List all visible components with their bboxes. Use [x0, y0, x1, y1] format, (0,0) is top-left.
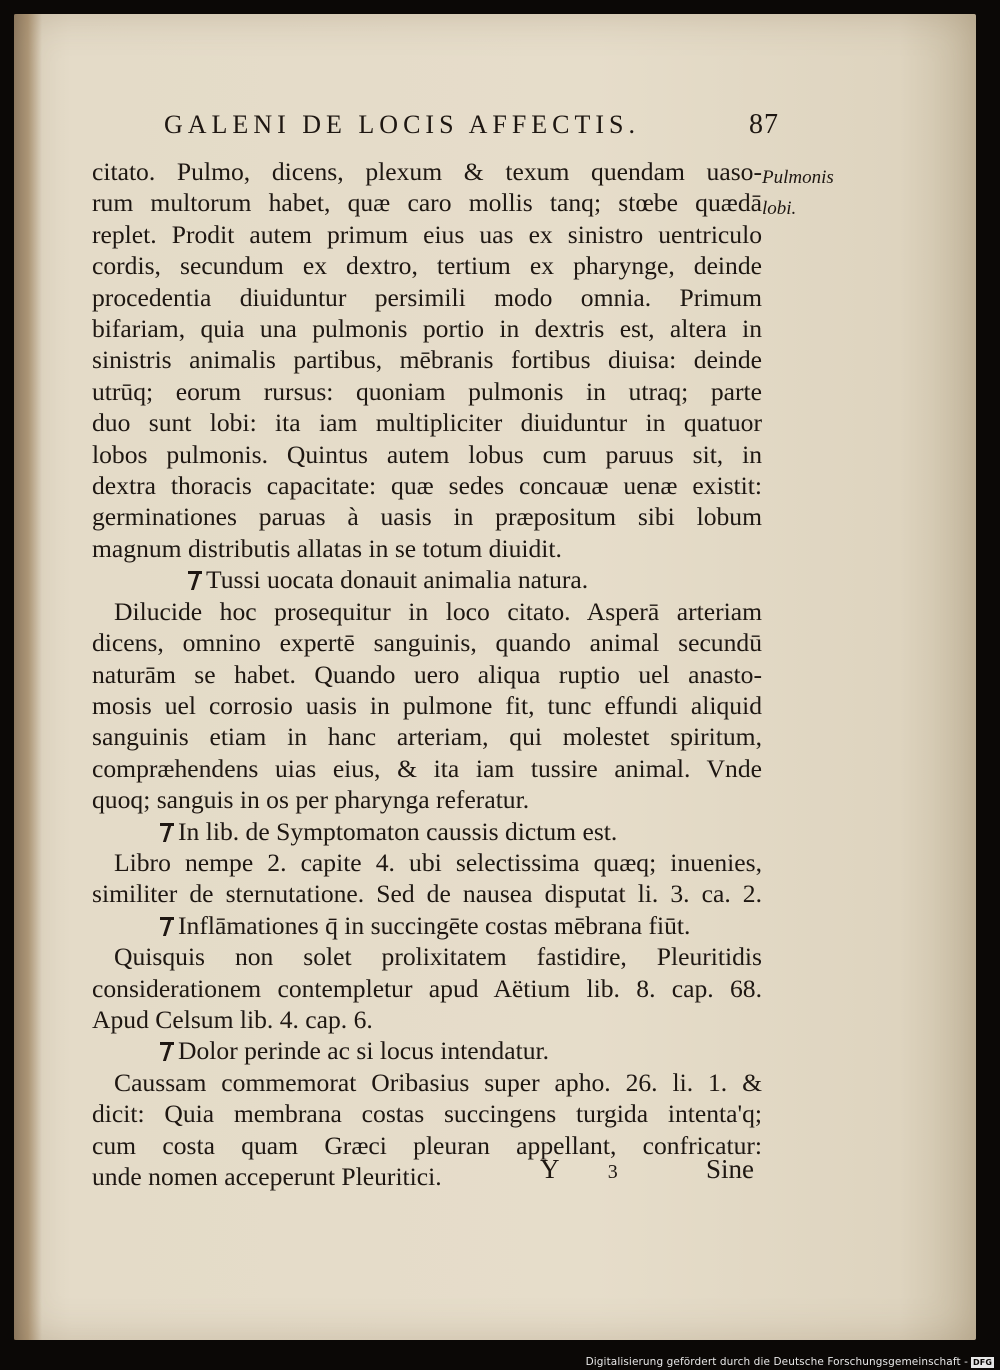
lemma-line: [92, 564, 762, 595]
text-line: rum multorum habet, quæ caro mollis tanq; stœbe quædā: [92, 188, 762, 218]
running-title: GALENI DE LOCIS AFFECTIS.: [164, 110, 641, 139]
text-line: Libro nempe 2. capite 4. ubi selectissima quæq; inuenies,: [114, 847, 762, 877]
page-footer: [540, 1154, 754, 1185]
text-line: Dilucide hoc prosequitur in loco citato. Asperā arteriam: [114, 596, 762, 626]
lemma-text: Tussi uocata donauit animalia natura.: [206, 565, 589, 595]
text-line: naturām se habet. Quando uero aliqua ruptio uel anasto-: [92, 659, 762, 689]
body-text: [92, 156, 762, 1192]
page-number: 87: [749, 109, 779, 140]
text-line: quoq; sanguis in os per pharynga referatur.: [92, 785, 530, 815]
catchword: Sine: [705, 1154, 754, 1184]
text-line: citato. Pulmo, dicens, plexum & texum quendam uaso-: [92, 157, 762, 186]
text-line: lobos pulmonis. Quintus autem lobus cum paruus sit, in: [92, 439, 762, 469]
lemma-line: [92, 1035, 762, 1066]
paragraph-mark-icon: [160, 822, 174, 842]
credit-text: Digitalisierung gefördert durch die Deutsche Forschungsgemeinschaft -: [585, 1356, 969, 1368]
text-line: dicens, omnino expertē sanguinis, quando animal secundū: [92, 628, 762, 658]
text-line: procedentia diuiduntur persimili modo omnia. Primum: [92, 282, 762, 312]
text-line: sanguinis etiam in hanc arteriam, qui molestet spiritum,: [92, 722, 762, 752]
signature-mark: Y: [540, 1154, 560, 1184]
text-line: Quisquis non solet prolixitatem fastidire, Pleuritidis: [114, 942, 762, 972]
paragraph-mark-icon: [160, 1041, 174, 1061]
dfg-logo-icon: DFG: [973, 1357, 992, 1367]
lemma-line: [92, 816, 762, 847]
lemma-line: [92, 910, 762, 941]
text-line: compræhendens uias eius, & ita iam tussire animal. Vnde: [92, 753, 762, 783]
margin-note-line: lobi.: [762, 198, 797, 219]
text-line: Caussam commemorat Oribasius super apho. 26. li. 1. &: [114, 1067, 762, 1097]
text-line: duo sunt lobi: ita iam multipliciter diuiduntur in quatuor: [92, 408, 762, 438]
text-line: unde nomen acceperunt Pleuritici.: [92, 1162, 442, 1191]
text-line: cordis, secundum ex dextro, tertium ex pharynge, deinde: [92, 251, 762, 281]
text-line: sinistris animalis partibus, mēbranis fortibus diuisa: deinde: [92, 345, 762, 375]
lemma-text: Inflāmationes q̄ in succingēte costas mēbrana fiūt.: [178, 910, 691, 940]
text-line: replet. Prodit autem primum eius uas ex sinistro uentriculo: [92, 219, 762, 249]
text-line: dextra thoracis capacitate: quæ sedes concauæ uenæ existit:: [92, 471, 762, 501]
running-header: [164, 109, 779, 141]
paragraph-mark-icon: [188, 570, 202, 590]
text-line: mosis uel corrosio uasis in pulmone fit, tunc effundi aliquid: [92, 690, 762, 720]
signature-number: 3: [607, 1161, 618, 1183]
text-line: magnum distributis allatas in se totum diuidit.: [92, 533, 562, 563]
digitization-credit: [586, 1356, 994, 1368]
margin-note-line: Pulmonis: [762, 167, 834, 188]
text-line: considerationem contempletur apud Aëtium lib. 8. cap. 68.: [92, 973, 762, 1003]
book-page: [14, 14, 976, 1340]
text-line: germinationes paruas à uasis in præpositum sibi lobum: [92, 502, 762, 532]
text-line: bifariam, quia una pulmonis portio in dextris est, altera in: [92, 314, 762, 344]
text-line: similiter de sternutatione. Sed de nausea disputat li. 3. ca. 2.: [92, 879, 762, 909]
lemma-text: Dolor perinde ac si locus intendatur.: [178, 1036, 550, 1066]
text-line: dicit: Quia membrana costas succingens turgida intenta'q;: [92, 1099, 762, 1129]
text-line: utrūq; eorum rursus: quoniam pulmonis in utraq; parte: [92, 376, 762, 406]
text-line: cum costa quam Græci pleuran appellant, confricatur:: [92, 1130, 762, 1160]
page-binding-shadow: [14, 14, 42, 1340]
paragraph-mark-icon: [160, 916, 174, 936]
lemma-text: In lib. de Symptomaton caussis dictum est.: [178, 816, 618, 846]
text-line: Apud Celsum lib. 4. cap. 6.: [92, 1004, 373, 1034]
margin-note: [762, 162, 842, 224]
